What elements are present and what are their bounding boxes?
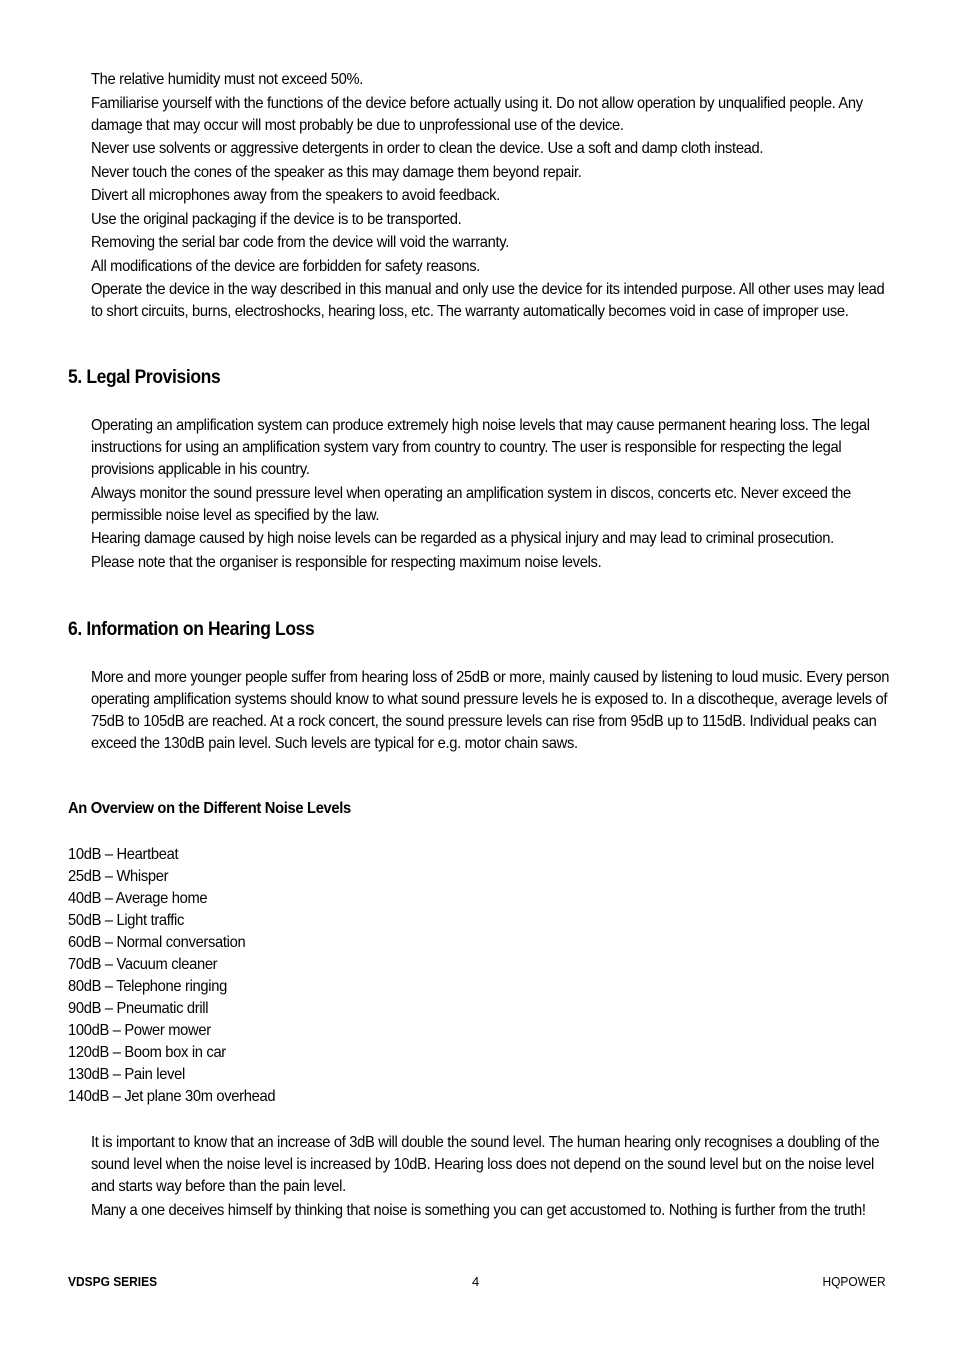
noise-level-item: 50dB – Light traffic bbox=[68, 912, 185, 929]
section-6-heading: 6. Information on Hearing Loss bbox=[68, 619, 315, 640]
intro-block bbox=[91, 69, 891, 325]
noise-level-item: 90dB – Pneumatic drill bbox=[68, 1000, 209, 1017]
noise-level-item: 10dB – Heartbeat bbox=[68, 846, 179, 863]
noise-level-item: 40dB – Average home bbox=[68, 890, 208, 907]
section-6-closing-paragraph: Many a one deceives himself by thinking that noise is something you can get accustomed to. Nothing is further from the truth! bbox=[91, 1201, 866, 1219]
section-6-closing-paragraph: It is important to know that an increase of 3dB will double the sound level. The human hearing only recognises a doubling of the sound level when the noise level is increased by 10dB. Hearing loss does not depend on the sound level but on the noise level and starts way before than the pain level. bbox=[91, 1134, 880, 1195]
intro-paragraph: Never touch the cones of the speaker as this may damage them beyond repair. bbox=[91, 163, 582, 181]
section-5-paragraph: Operating an amplification system can produce extremely high noise levels that may cause permanent hearing loss. The legal instructions for using an amplification system vary from country to country. The user is responsible for respecting the legal provisions applicable in his country. bbox=[91, 417, 870, 478]
intro-paragraph: Familiarise yourself with the functions of the device before actually using it. Do not allow operation by unqualified people. Any damage that may occur will most probably be due to unprofessional use of the device. bbox=[91, 94, 863, 134]
section-5-body bbox=[91, 415, 891, 575]
intro-paragraph: The relative humidity must not exceed 50%. bbox=[91, 71, 364, 88]
noise-level-item: 100dB – Power mower bbox=[68, 1022, 211, 1039]
section-5-paragraph: Always monitor the sound pressure level when operating an amplification system in discos, concerts etc. Never exceed the permissible noise level as specified by the law. bbox=[91, 484, 851, 524]
intro-paragraph: Removing the serial bar code from the device will void the warranty. bbox=[91, 234, 509, 251]
intro-paragraph: Divert all microphones away from the speakers to avoid feedback. bbox=[91, 187, 500, 204]
footer-series: VDSPG SERIES bbox=[68, 1274, 158, 1289]
noise-level-item: 120dB – Boom box in car bbox=[68, 1044, 226, 1061]
footer-brand: HQPOWER bbox=[822, 1274, 886, 1289]
section-6-body bbox=[91, 667, 891, 757]
noise-levels-list bbox=[68, 844, 293, 1108]
section-5-paragraph: Please note that the organiser is responsible for respecting maximum noise levels. bbox=[91, 553, 602, 571]
section-6-closing bbox=[91, 1132, 891, 1223]
intro-paragraph: Operate the device in the way described in this manual and only use the device for its intended purpose. All other uses may lead to short circuits, burns, electroshocks, hearing loss, etc. The warranty automatically becomes void in case of improper use. bbox=[91, 281, 885, 320]
section-5-paragraph: Hearing damage caused by high noise levels can be regarded as a physical injury and may lead to criminal prosecution. bbox=[91, 530, 834, 547]
noise-level-item: 60dB – Normal conversation bbox=[68, 934, 246, 951]
footer-page-number: 4 bbox=[472, 1274, 480, 1289]
noise-level-item: 25dB – Whisper bbox=[68, 868, 169, 885]
section-5-heading: 5. Legal Provisions bbox=[68, 367, 221, 388]
intro-paragraph: Use the original packaging if the device is to be transported. bbox=[91, 210, 462, 228]
noise-level-item: 130dB – Pain level bbox=[68, 1066, 185, 1083]
noise-level-item: 140dB – Jet plane 30m overhead bbox=[68, 1088, 276, 1105]
intro-paragraph: All modifications of the device are forbidden for safety reasons. bbox=[91, 257, 481, 275]
noise-level-item: 70dB – Vacuum cleaner bbox=[68, 956, 218, 973]
intro-paragraph: Never use solvents or aggressive detergents in order to clean the device. Use a soft and damp cloth instead. bbox=[91, 140, 764, 157]
noise-level-item: 80dB – Telephone ringing bbox=[68, 978, 227, 995]
noise-levels-subheading: An Overview on the Different Noise Levels bbox=[68, 800, 351, 817]
section-6-paragraph: More and more younger people suffer from hearing loss of 25dB or more, mainly caused by listening to loud music. Every person operating amplification systems should know to what sound pressure levels he is exposed to. In a discotheque, average levels of 75dB to 105dB are reached. At a rock concert, the sound pressure levels can rise from 95dB up to 115dB. Individual peaks can exceed the 130dB pain level. Such levels are typical for e.g. motor chain saws. bbox=[91, 669, 890, 752]
